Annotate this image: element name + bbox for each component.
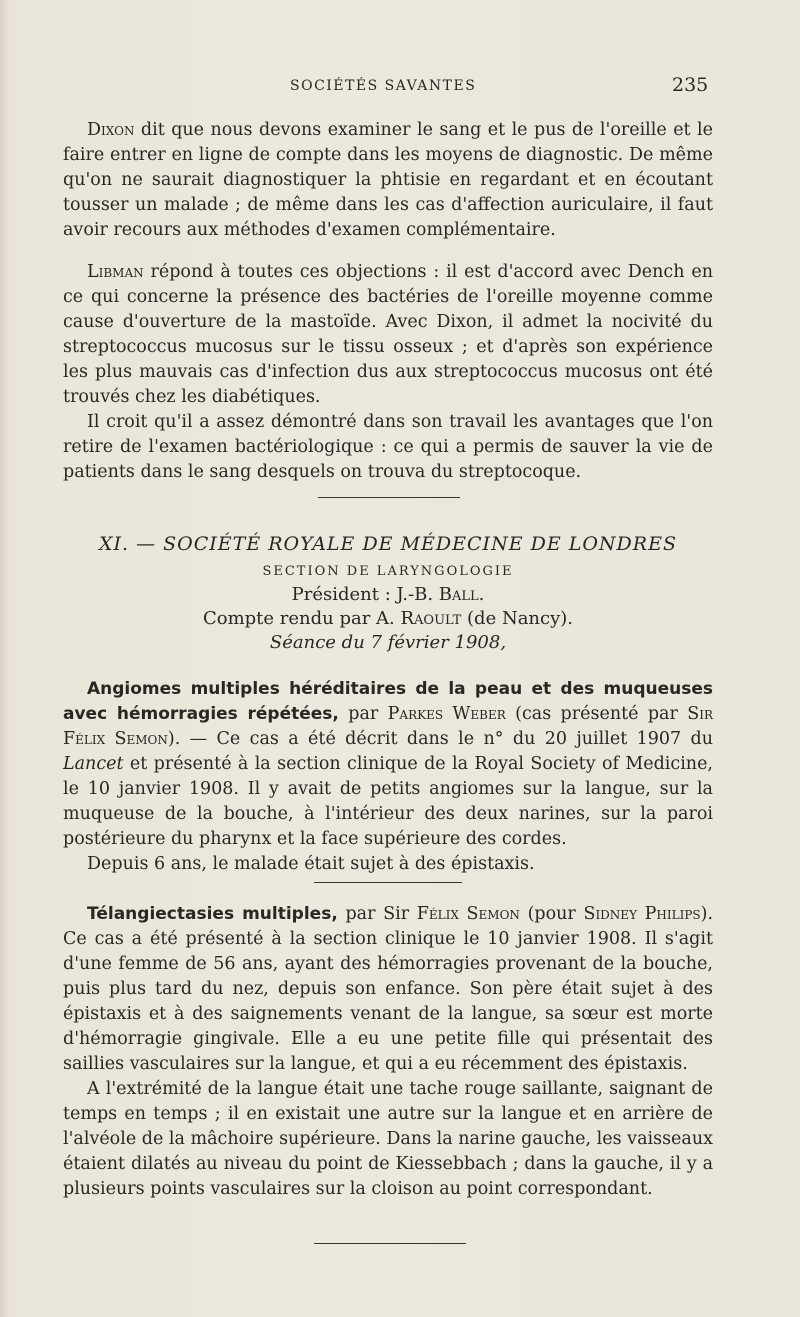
discussion-block <box>63 118 713 485</box>
journal-name: Lancet <box>63 754 124 774</box>
running-title: SOCIÉTÉS SAVANTES <box>290 78 477 94</box>
libman-paragraph: Libman répond à toutes ces objections : il est d'accord avec Dench en ce qui concerne la présence des bactéries de l'oreille moyenne comme cause d'ouverture de la mastoïde. Avec Dixon, il admet la nocivité du streptococcus mucosus sur le tissu osseux ; et d'après son expérience les plus mauvais cas d'infection dus aux streptococcus mucosus ont été trouvés chez les diabétiques. <box>63 262 713 407</box>
case-angiomes-paragraph-2: Depuis 6 ans, le malade était sujet à des épistaxis. <box>87 854 535 874</box>
case-angiomes <box>63 677 713 877</box>
president-name: J.-B. Ball. <box>396 584 485 605</box>
case-angiomes-paragraph: Angiomes multiples héréditaires de la peau et des muqueuses avec hémorragies répétées, par Parkes Weber (cas présenté par Sir Félix Semon). — Ce cas a été décrit dans le n° du 20 juillet 1907 du Lancet et présenté à la section clinique de la Royal Society of Medicine, le 10 janvier 1908. Il y avait de petits angiomes sur la langue, sur la muqueuse de la bouche, à l'intérieur des deux narines, sur la paroi postérieure du pharynx et la face supérieure des cordes. <box>63 679 713 849</box>
case-heading: Télangiectasies multiples, <box>87 904 338 924</box>
report-author: A. Raoult <box>376 608 462 629</box>
case-author: Félix Semon <box>416 904 520 924</box>
case-divider <box>314 882 462 883</box>
report-line: Compte rendu par A. Raoult (de Nancy). <box>202 608 574 629</box>
session-date: Séance du 7 février 1908, <box>269 632 507 653</box>
end-divider <box>314 1243 466 1244</box>
libman-paragraph-2: Il croit qu'il a assez démontré dans son travail les avantages que l'on retire de l'examen bactériologique : ce qui a permis de sauver la vie de patients dans le sang desquels on trouva du streptocoque. <box>63 412 713 482</box>
page-number: 235 <box>672 74 709 96</box>
section-divider <box>318 497 460 498</box>
president-line: Président : J.-B. Ball. <box>291 584 485 605</box>
case-heading: Angiomes multiples héréditaires de la peau et des muqueuses avec hémorragies répétées, <box>63 679 713 724</box>
speaker-name: Libman <box>87 262 144 282</box>
case-presenter: Sir Félix Semon <box>63 704 713 749</box>
case-author: Parkes Weber <box>387 704 506 724</box>
page-header <box>0 74 800 98</box>
dixon-paragraph: Dixon dit que nous devons examiner le sang et le pus de l'oreille et le faire entrer en ligne de compte dans les moyens de diagnostic. De même qu'on ne saurait diagnostiquer la phtisie en regardant et en écoutant tousser un malade ; de même dans les cas d'affection auriculaire, il faut avoir recours aux méthodes d'examen complémentaire. <box>63 120 713 240</box>
section-subtitle: SECTION DE LARYNGOLOGIE <box>262 564 514 579</box>
case-presenter: Sidney Philips <box>583 904 701 924</box>
case-telangiectasies-paragraph: Télangiectasies multiples, par Sir Félix Semon (pour Sidney Philips). Ce cas a été présenté à la section clinique le 10 janvier 1908. Il s'agit d'une femme de 56 ans, ayant des hémorragies provenant de la bouche, puis plus tard du nez, depuis son enfance. Son père était sujet à des épistaxis et à des saignements venant de la langue, sa sœur est morte d'hémorragie gingivale. Elle a eu une petite fille qui présentait des saillies vasculaires sur la langue, et qui a eu récemment des épistaxis. <box>63 904 714 1074</box>
case-telangiectasies-paragraph-2: A l'extrémité de la langue était une tache rouge saillante, saignant de temps en temps ; il en existait une autre sur la langue et en arrière de l'alvéole de la mâchoire supérieure. Dans la narine gauche, les vaisseaux étaient dilatés au niveau du point de Kiessebbach ; dans la gauche, il y a plusieurs points vasculaires sur la cloison au point correspondant. <box>63 1079 713 1199</box>
section-title: XI. — SOCIÉTÉ ROYALE DE MÉDECINE DE LONDRES <box>99 533 677 555</box>
case-telangiectasies <box>63 902 713 1202</box>
speaker-name: Dixon <box>87 120 135 140</box>
